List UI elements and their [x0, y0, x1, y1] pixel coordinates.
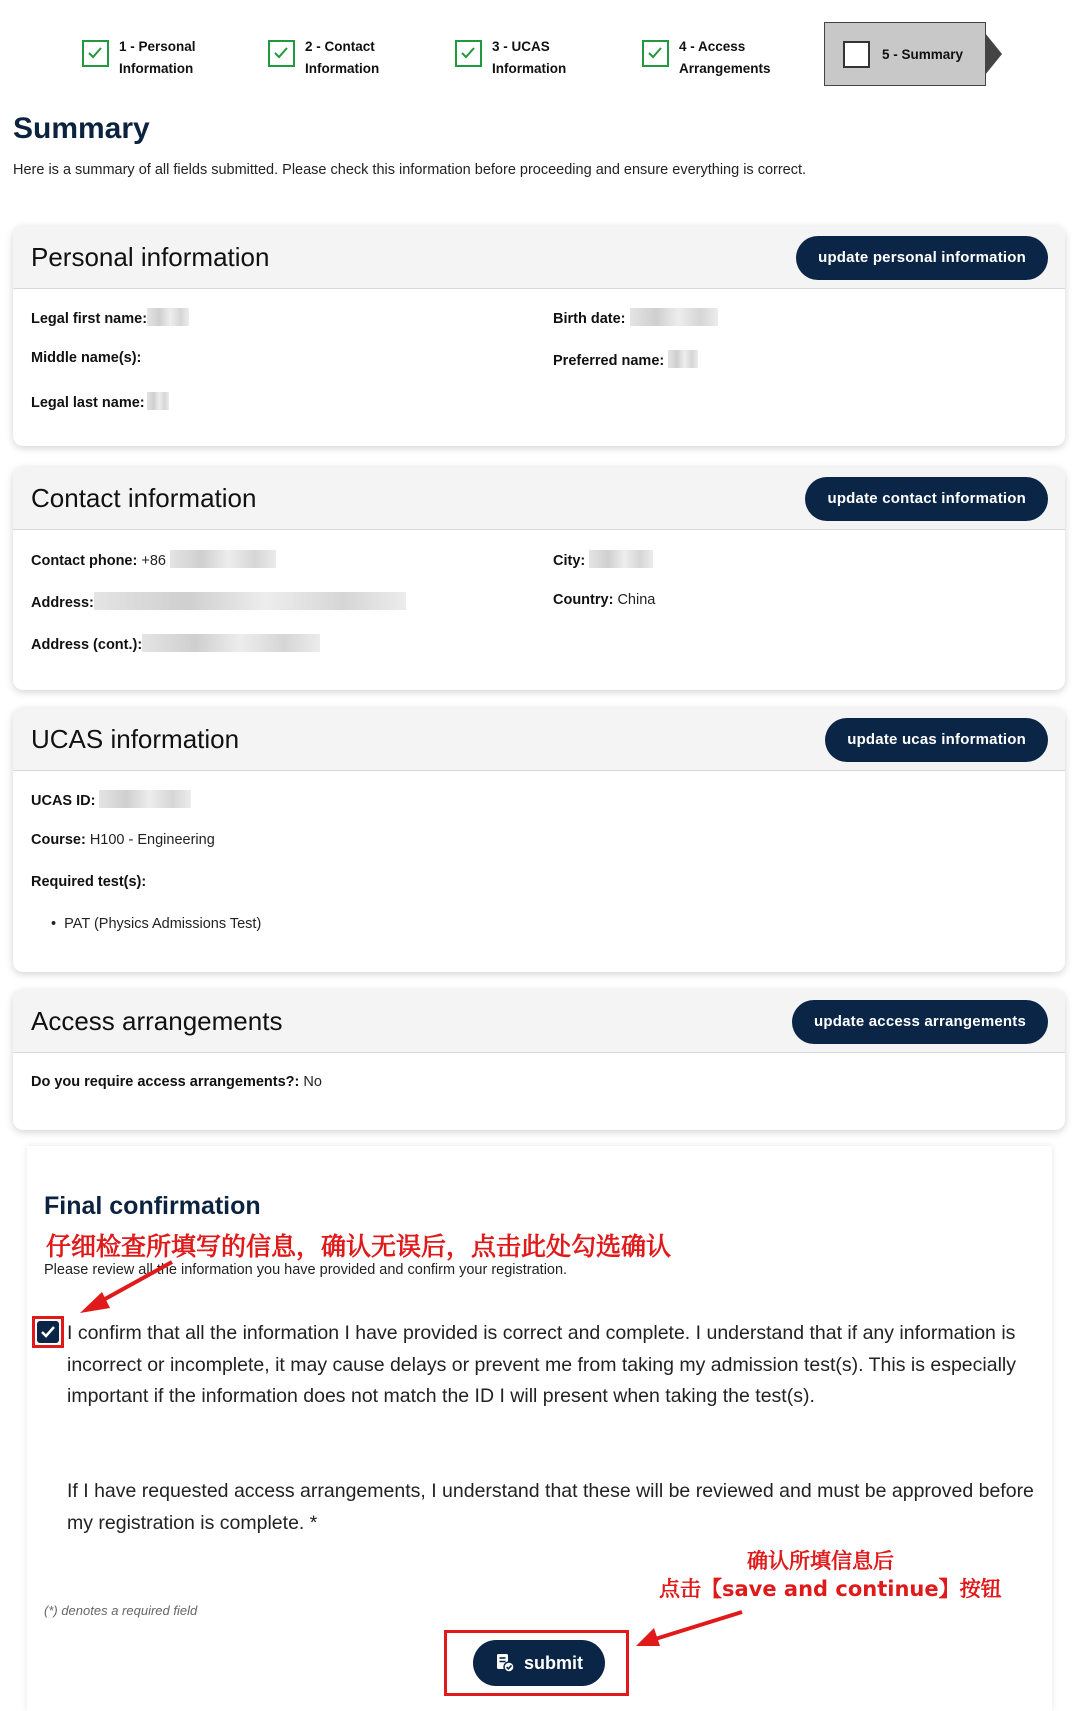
step-label: 5 - Summary — [882, 46, 964, 62]
required-field-note: (*) denotes a required field — [44, 1603, 198, 1618]
course-field: Course: H100 - Engineering — [31, 832, 215, 848]
update-contact-information-button[interactable]: update contact information — [805, 477, 1048, 521]
annotation-check-note: 仔细检查所填写的信息，确认无误后，点击此处勾选确认 — [46, 1232, 672, 1261]
legal-first-name-field: Legal first name: — [31, 308, 189, 327]
address-field: Address: — [31, 592, 406, 611]
middle-names-field: Middle name(s): — [31, 350, 142, 366]
card-title: Personal information — [31, 242, 270, 272]
annotation-arrow-checkbox-icon — [80, 1262, 172, 1313]
card-title: UCAS information — [31, 724, 240, 754]
country-field: Country: China — [553, 592, 656, 608]
legal-last-name-field: Legal last name: — [31, 392, 169, 411]
final-confirmation-title: Final confirmation — [44, 1192, 261, 1220]
confirm-checkbox[interactable] — [37, 1321, 59, 1343]
update-access-arrangements-button[interactable]: update access arrangements — [792, 1000, 1048, 1044]
address-cont-field: Address (cont.): — [31, 634, 320, 653]
required-tests-field: Required test(s): — [31, 874, 147, 890]
submit-label: submit — [523, 1652, 583, 1673]
city-field: City: — [553, 550, 653, 569]
confirmation-statement: I confirm that all the information I have provided is correct and complete. I understand that if any information is incorrect or incomplete, it may cause delays or prevent me from taking my admission test(s). This is especially important if the information does not match the ID I will present when taking the test(s). — [67, 1322, 1016, 1407]
document-check-icon — [495, 1653, 515, 1673]
update-personal-information-button[interactable]: update personal information — [796, 236, 1048, 280]
step-label: 3 - UCAS Information — [492, 39, 567, 76]
ucas-id-field: UCAS ID: — [31, 790, 191, 809]
annotation-submit-note-line1: 确认所填信息后 — [747, 1549, 894, 1573]
annotation-arrow-submit-icon — [636, 1612, 742, 1646]
access-arrangements-statement: If I have requested access arrangements, I understand that these will be reviewed and must be approved before my registration is complete. * — [67, 1480, 1034, 1534]
step-label: 4 - Access Arrangements — [679, 39, 771, 76]
page-intro: Here is a summary of all fields submitted. Please check this information before proceeding and ensure everything is correct. — [13, 162, 807, 178]
access-arrangements-question: Do you require access arrangements?: No — [31, 1074, 322, 1090]
list-item: • PAT (Physics Admissions Test) — [51, 916, 262, 932]
annotation-submit-note-line2: 点击【save and continue】按钮 — [659, 1577, 1002, 1601]
page-title: Summary — [13, 112, 150, 145]
birth-date-field: Birth date: — [553, 308, 718, 327]
step-label: 2 - Contact Information — [305, 39, 380, 76]
card-title: Contact information — [31, 483, 257, 513]
card-title: Access arrangements — [31, 1006, 283, 1036]
submit-button[interactable] — [473, 1640, 605, 1686]
step-label: 1 - Personal Information — [119, 39, 196, 76]
contact-phone-field: Contact phone: +86 — [31, 550, 276, 569]
final-confirmation-subtitle: Please review all the information you have provided and confirm your registration. — [44, 1262, 568, 1278]
update-ucas-information-button[interactable]: update ucas information — [825, 718, 1048, 762]
preferred-name-field: Preferred name: — [553, 350, 698, 369]
checkmark-icon — [40, 1325, 56, 1339]
